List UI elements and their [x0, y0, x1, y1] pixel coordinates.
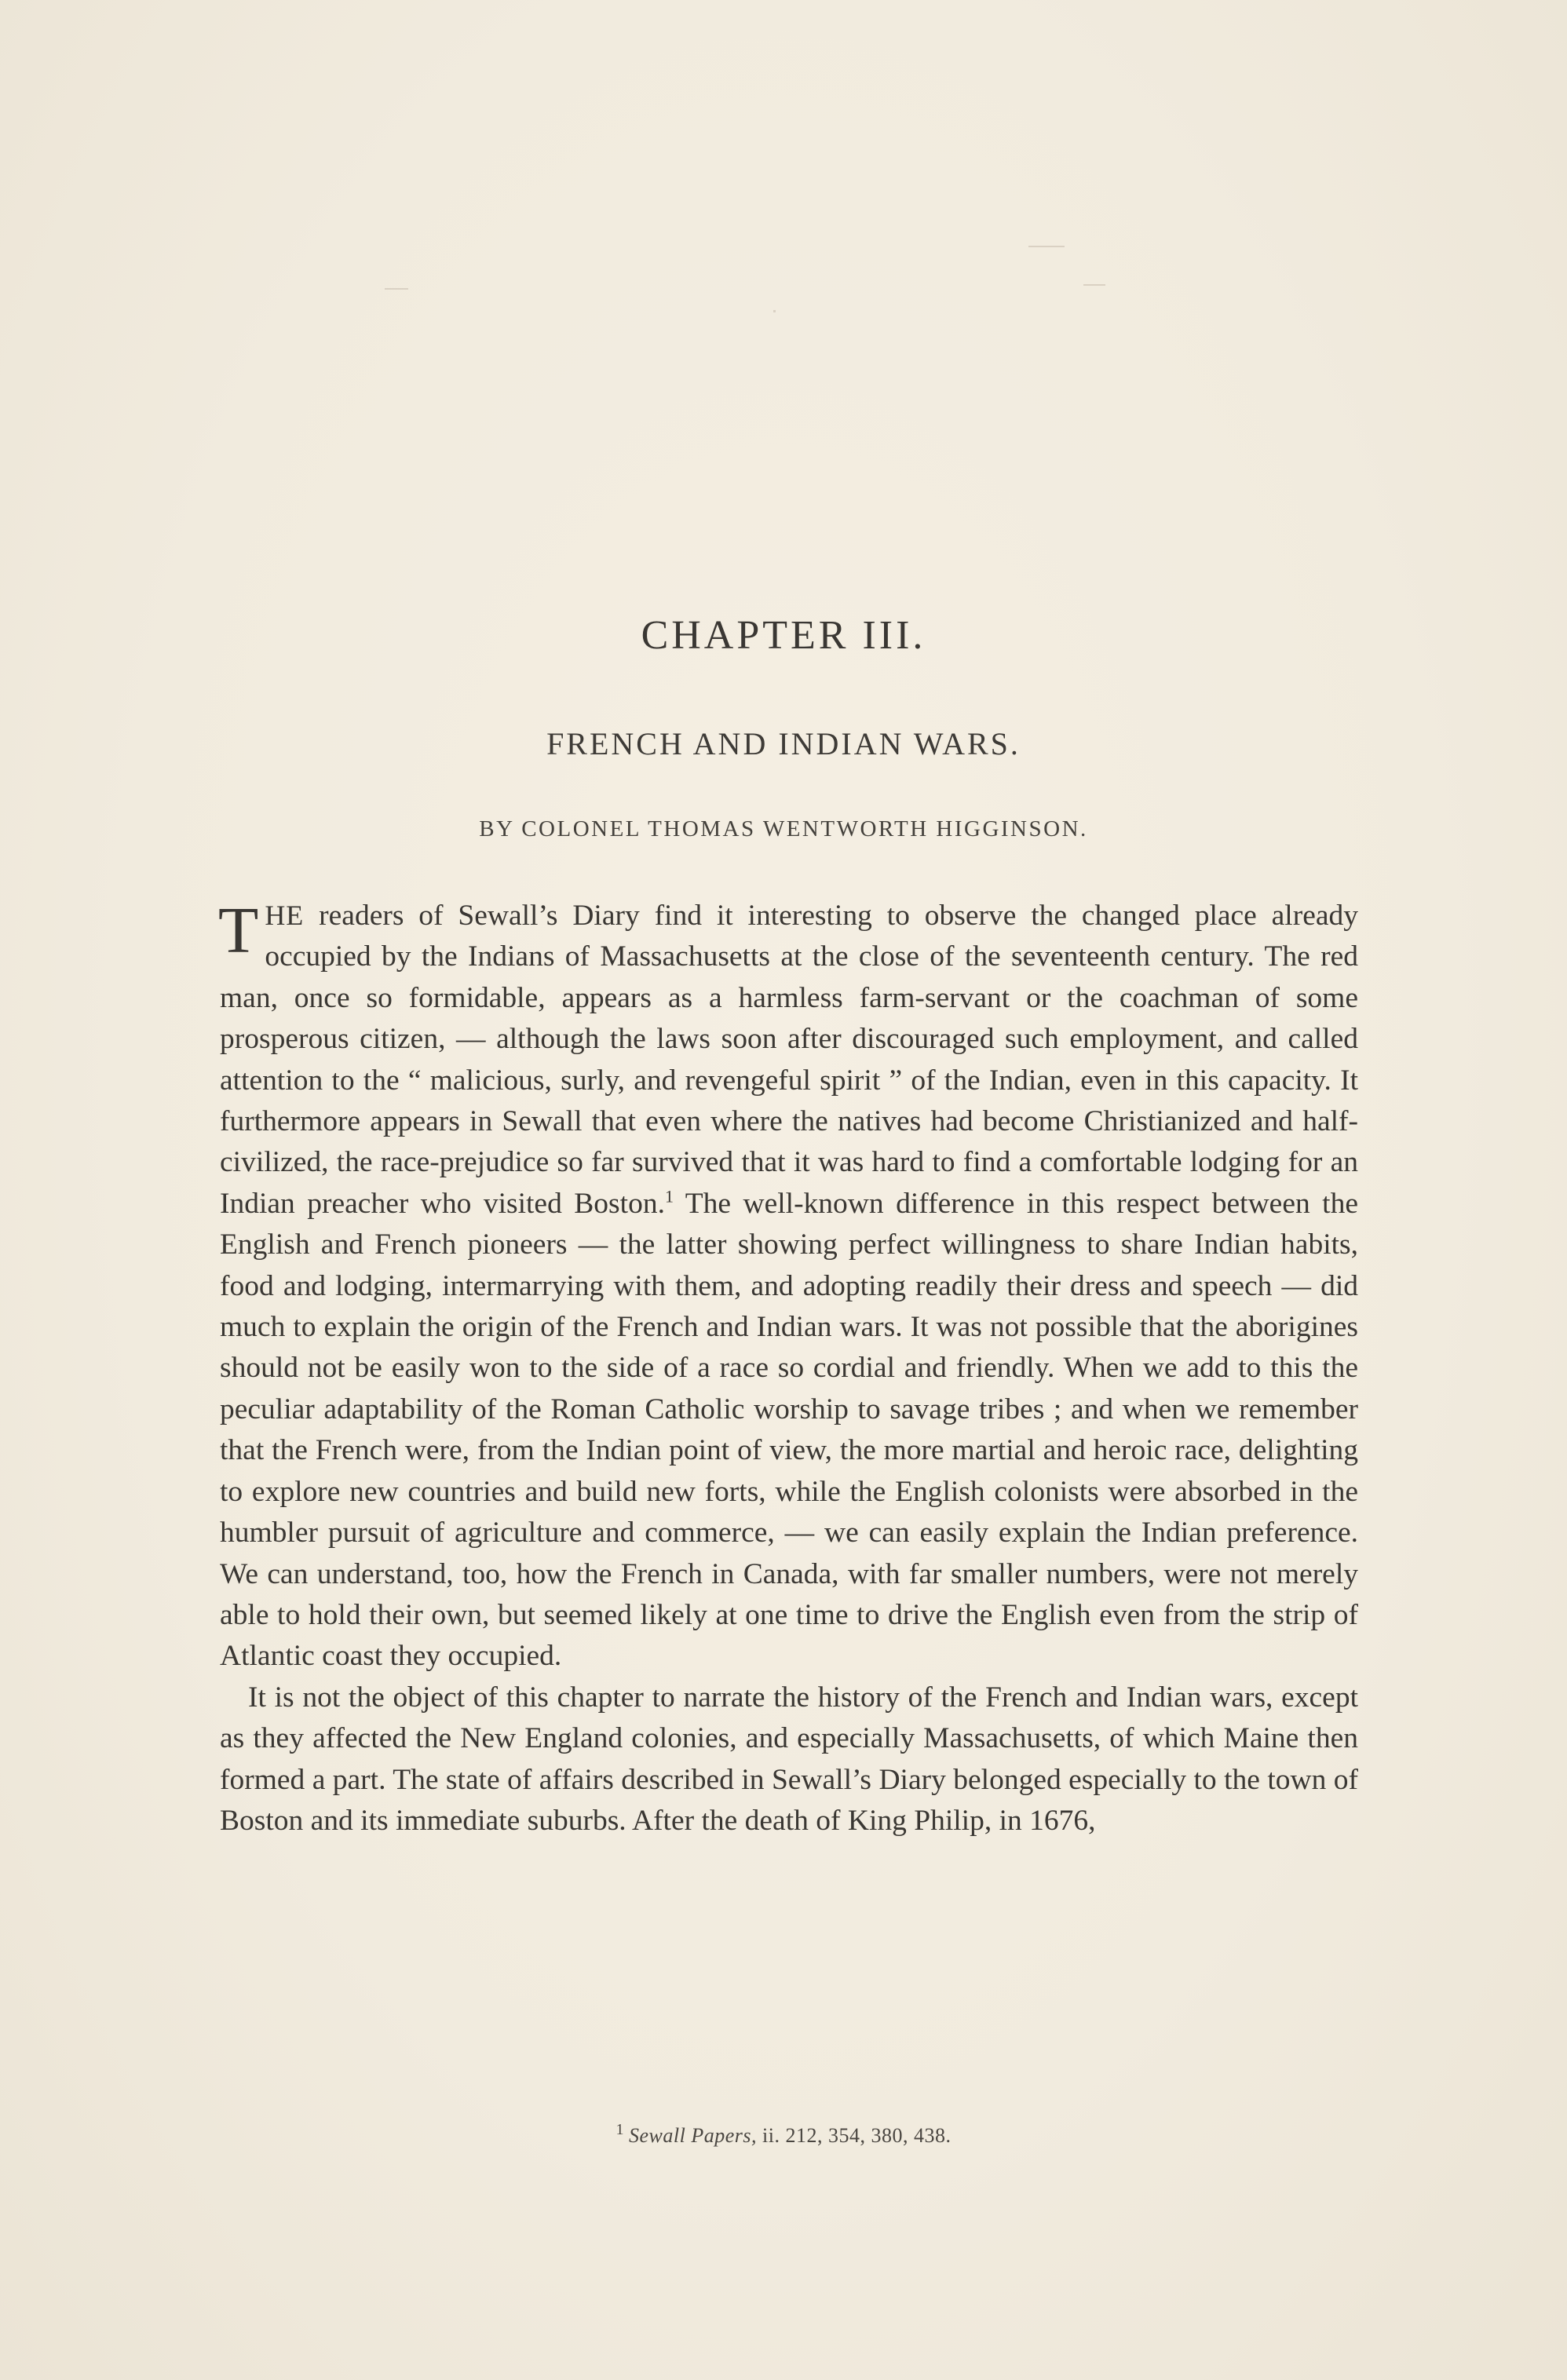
author-byline: BY COLONEL THOMAS WENTWORTH HIGGINSON.	[479, 816, 1088, 841]
paper-speck	[385, 288, 408, 290]
paper-speck	[773, 310, 776, 312]
paragraph-lead: HE	[265, 900, 305, 931]
footnote-ref: 1	[664, 1186, 674, 1206]
footnote-source: Sewall Papers,	[629, 2124, 758, 2147]
paragraph-1-text-a: readers of Sewall’s Diary find it interesting to observe the changed place already occupied by the Indians of Massachusetts at the close of the seventeenth century. The red man, once so formidable, appears as a harmless farm-servant or the coachman of some prosperous citizen, — although the laws soon after discouraged such employment, and called attention to the “ malicious, surly, and revengeful spirit ” of the Indian, even in this capacity. It furthermore appears in Sewall that even where the natives had become Christianized and half-civilized, the race-prejudice so far survived that it was hard to find a comfortable lodging for an Indian preacher who visited Boston.	[220, 900, 1358, 1220]
paper-speck	[1028, 246, 1065, 247]
paragraph-1-text-b: The well-known difference in this respect between the English and French pioneers — the latter showing perfect willingness to share Indian habits, food and lodging, intermarrying with them, and adopting readily their dress and speech — did much to explain the origin of the French and Indian wars. It was not possible that the aborigines should not be easily won to the side of a race so cordial and friendly. When we add to this the peculiar adaptability of the Roman Catholic worship to savage tribes ; and when we remember that the French were, from the Indian point of view, the more martial and heroic race, delighting to explore new countries and build new forts, while the English colonists were absorbed in the humbler pursuit of agriculture and commerce, — we can easily explain the Indian preference. We can understand, too, how the French in Canada, with far smaller numbers, were not merely able to hold their own, but seemed likely at one time to drive the English even from the strip of Atlantic coast they occupied.	[220, 1187, 1358, 1673]
paper-speck	[1083, 284, 1105, 286]
footnote	[0, 2121, 1567, 2148]
footnote-mark: 1	[615, 2121, 625, 2139]
footnote-refs: ii. 212, 354, 380, 438.	[757, 2124, 952, 2147]
paragraph-1	[220, 895, 1358, 1677]
drop-cap: T	[218, 894, 259, 967]
chapter-subtitle: FRENCH AND INDIAN WARS.	[546, 726, 1021, 761]
body-text	[220, 895, 1358, 1842]
chapter-title: CHAPTER III.	[641, 613, 926, 658]
paragraph-2: It is not the object of this chapter to narrate the history of the French and Indian wars, except as they affected the New England colonies, and especially Massachusetts, of which Maine then formed a part. The state of affairs described in Sewall’s Diary belonged especially to the town of Boston and its immediate suburbs. After the death of King Philip, in 1676,	[220, 1681, 1358, 1837]
